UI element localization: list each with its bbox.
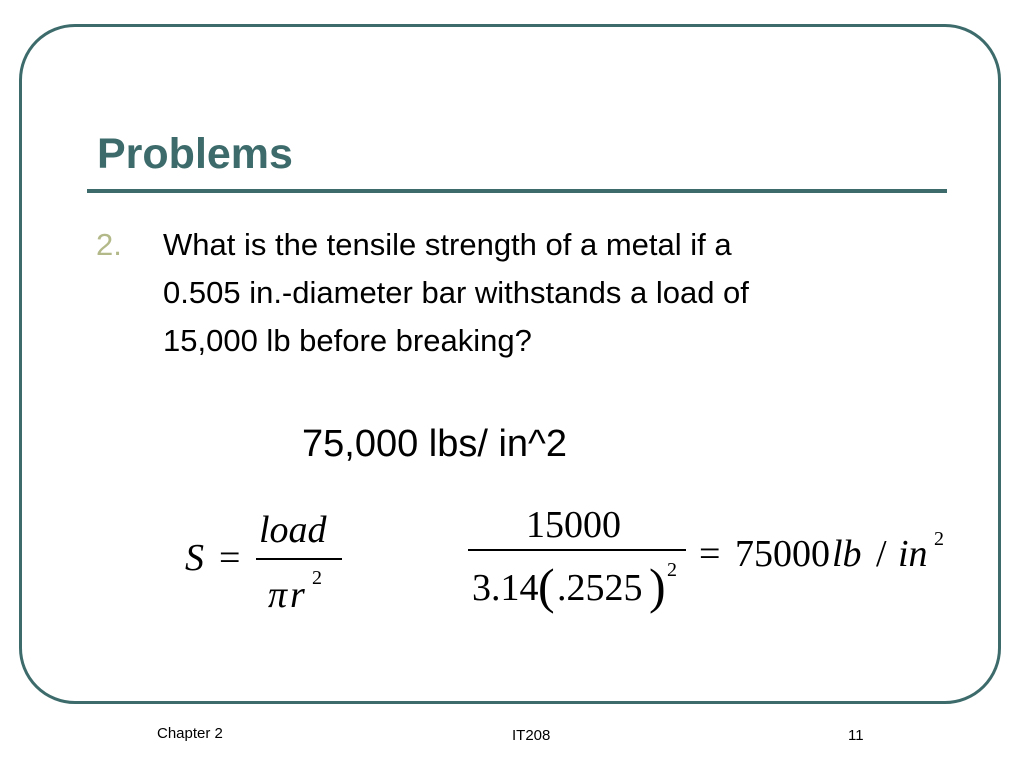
calc-unit-slash: / [876,533,887,575]
formula-equals: = [219,537,241,579]
formula-lhs: S [185,537,204,579]
calc-coefficient: 3.14 [472,567,539,609]
item-number: 2. [96,227,122,262]
fraction-bar [468,549,686,551]
calc-open-paren: ( [538,558,555,614]
calc-equals: = [699,533,721,575]
question-line: 0.505 in.-diameter bar withstands a load of [163,275,749,310]
question-line: 15,000 lb before breaking? [163,323,532,358]
calc-radius-value: .2525 [557,567,643,609]
formula-numerator: load [259,509,327,551]
calc-close-paren: ) [649,558,666,614]
formula-pi-symbol: π [268,574,288,616]
calc-unit-lb: lb [832,533,862,575]
slide-title: Problems [97,130,293,178]
calc-unit-in: in [898,533,928,575]
footer-course: IT208 [512,727,551,744]
fraction-bar [256,558,342,560]
calc-exponent: 2 [667,559,677,581]
question-line: What is the tensile strength of a metal if a [163,227,732,262]
footer-chapter: Chapter 2 [157,725,223,742]
question-text [163,225,903,369]
formula-radius: r [290,574,305,616]
formula-exponent: 2 [312,567,322,589]
calc-result: 75000 [735,533,830,575]
calc-numerator: 15000 [526,504,621,546]
title-divider [87,189,947,193]
answer-text: 75,000 lbs/ in^2 [302,423,568,465]
calc-unit-exponent: 2 [934,528,944,550]
footer-page-number: 11 [848,727,864,744]
